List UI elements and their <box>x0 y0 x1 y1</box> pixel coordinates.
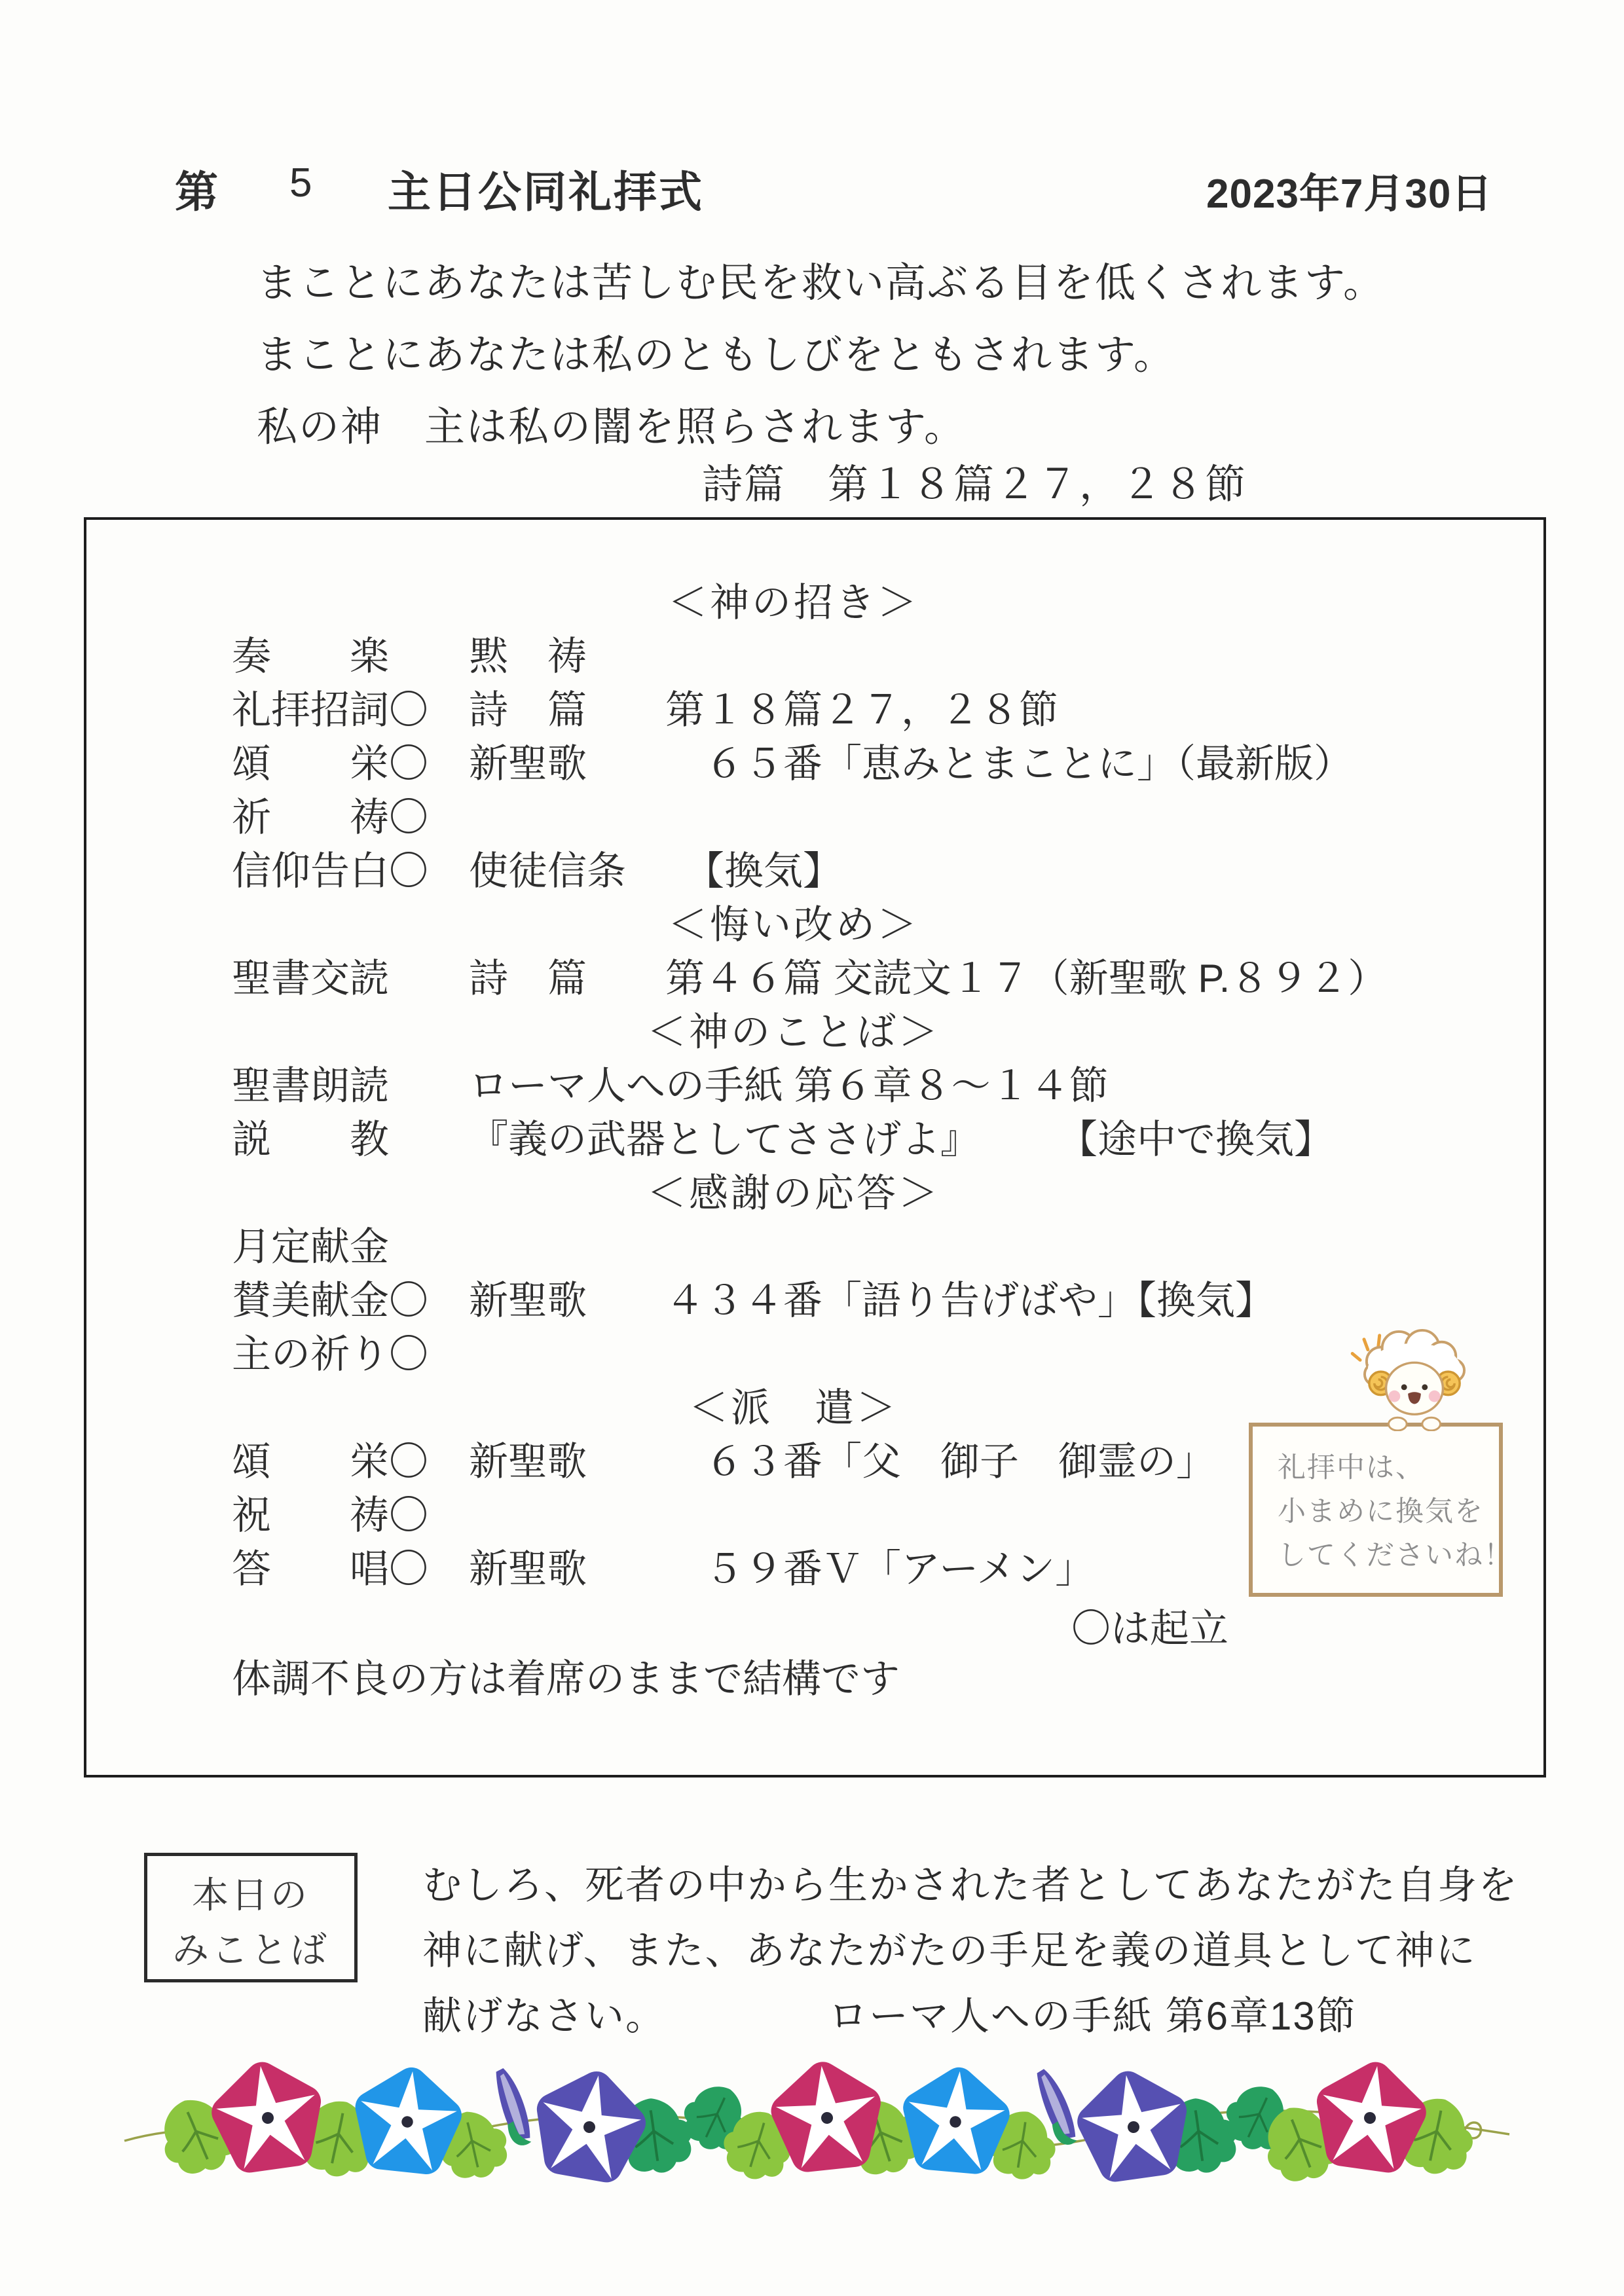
ventilation-sign-line: 小まめに換気を <box>1278 1496 1484 1527</box>
service-section-heading: ＜悔い改め＞ <box>668 903 919 947</box>
sheep-mascot-icon <box>1329 1328 1500 1431</box>
service-item-content <box>469 791 1543 845</box>
service-date: 2023年7月30日 <box>1206 172 1493 217</box>
morning-glory-border-icon <box>121 2052 1516 2223</box>
week-prefix: 第 <box>175 168 218 216</box>
ventilation-sign <box>1249 1423 1513 1597</box>
service-item-content: 詩 篇 第１８篇２７，２８節 <box>469 688 1058 732</box>
service-item-content: 使徒信条 【換気】 <box>469 849 842 893</box>
service-item-row <box>232 683 1543 737</box>
service-item-label: 頌 栄〇 <box>232 742 428 786</box>
scripture-quote-attribution: 詩篇 第１８篇２７，２８節 <box>702 462 1247 507</box>
service-item-row <box>232 737 1543 791</box>
todays-word-attribution: ローマ人への手紙 第6章13節 <box>828 1994 1357 2038</box>
service-item-row <box>232 952 1543 1006</box>
service-item-row <box>232 1274 1543 1328</box>
todays-word-label: みことば <box>172 1929 329 1971</box>
service-item-label: 祝 祷〇 <box>232 1493 428 1537</box>
page-title: 主日公同礼拝式 <box>388 168 704 216</box>
service-item-label: 月定献金 <box>232 1225 389 1269</box>
service-item-content: 黙 祷 <box>469 634 587 678</box>
ventilation-sign-line: してくださいね！ <box>1278 1540 1513 1571</box>
service-item-label: 主の祈り〇 <box>232 1332 428 1376</box>
service-item-label: 信仰告白〇 <box>232 849 428 893</box>
service-item-row <box>232 630 1543 683</box>
service-item-row <box>232 845 1543 898</box>
service-section-heading: ＜派 遣＞ <box>689 1386 898 1430</box>
service-item-label: 礼拝招詞〇 <box>232 688 428 732</box>
todays-word-label: 本日の <box>192 1874 310 1916</box>
service-item-row <box>232 1113 1543 1167</box>
service-item-label: 奏 楽 <box>232 634 389 678</box>
service-item-label: 賛美献金〇 <box>232 1279 428 1322</box>
standing-note: 〇は起立 <box>1071 1607 1228 1650</box>
week-number: 5 <box>289 160 312 206</box>
service-section-heading: ＜神の招き＞ <box>668 581 919 625</box>
service-item-row <box>232 1220 1543 1274</box>
health-note: 体調不良の方は着席のままで結構です <box>232 1657 900 1701</box>
todays-word-text-end: 献げなさい。 <box>422 1994 666 2038</box>
scripture-quote-line: まことにあなたは苦しむ民を救い高ぶる目を低くされます。 <box>257 261 1386 306</box>
service-item-content: ローマ人への手紙 第６章８～１４節 <box>469 1064 1109 1108</box>
todays-word-text-line: 神に献げ、また、あなたがたの手足を義の道具として神に <box>422 1929 1477 1973</box>
service-item-content: 新聖歌 ４３４番「語り告げばや」【換気】 <box>469 1279 1274 1322</box>
service-item-row <box>232 1059 1543 1113</box>
scripture-quote-line: まことにあなたは私のともしびをともされます。 <box>257 333 1176 378</box>
service-section-heading: ＜神のことば＞ <box>647 1010 940 1054</box>
service-item-label: 答 唱〇 <box>232 1547 428 1591</box>
service-item-label: 聖書交読 <box>232 957 389 1000</box>
service-item-content: 新聖歌 ６３番「父 御子 御霊の」 <box>469 1440 1215 1484</box>
service-item-label: 頌 栄〇 <box>232 1440 428 1484</box>
service-item-content: 新聖歌 ５９番Ｖ「アーメン」 <box>469 1547 1095 1591</box>
todays-word-text-line <box>422 1985 1357 2041</box>
ventilation-sign-line: 礼拝中は、 <box>1278 1452 1425 1484</box>
service-item-content: 新聖歌 ６５番「恵みとまことに」（最新版） <box>469 742 1353 786</box>
service-section-heading: ＜感謝の応答＞ <box>647 1171 940 1215</box>
service-item-label: 祈 祷〇 <box>232 795 428 839</box>
service-item-content: 詩 篇 第４６篇 交読文１７（新聖歌 P.８９２） <box>469 957 1388 1000</box>
todays-word-text-line: むしろ、死者の中から生かされた者としてあなたがた自身を <box>422 1863 1519 1907</box>
service-item-content <box>469 1220 1543 1274</box>
service-item-content: 『義の武器としてささげよ』 【途中で換気】 <box>469 1118 1333 1161</box>
service-item-row <box>232 791 1543 845</box>
scripture-quote-line: 私の神 主は私の闇を照らされます。 <box>257 405 967 450</box>
service-item-label: 聖書朗読 <box>232 1064 389 1108</box>
todays-word-label-box <box>144 1853 358 1982</box>
service-item-label: 説 教 <box>232 1118 389 1161</box>
